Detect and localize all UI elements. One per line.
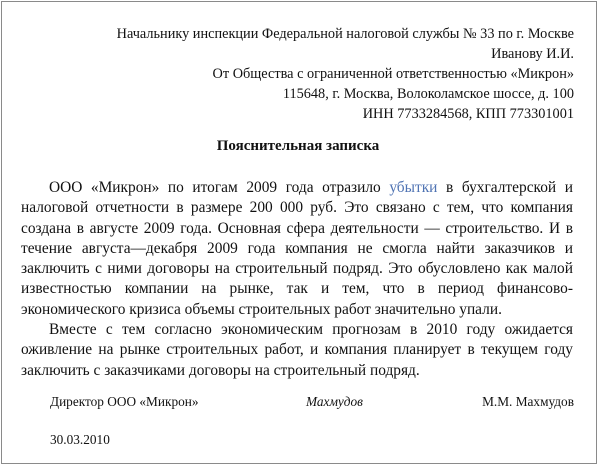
document-body (21, 178, 573, 381)
signature-position: Директор ООО «Микрон» (50, 394, 199, 409)
addressee-line: 115648, г. Москва, Волоколамское шоссе, д. 100 (282, 86, 574, 102)
addressee-line: Иванову И.И. (491, 46, 574, 62)
addressee-line: ИНН 7733284568, КПП 773301001 (362, 106, 574, 122)
paragraph-1-text-start: ООО «Микрон» по итогам 2009 года отразило (49, 179, 381, 196)
signatory-name: М.М. Махмудов (482, 394, 574, 409)
addressee-line: Начальнику инспекции Федеральной налоговой службы № 33 по г. Москве (116, 26, 574, 42)
paragraph-1 (21, 178, 573, 320)
paragraph-2: Вместе с тем согласно экономическим прогнозам в 2010 году ожидается оживление на рынке строительных работ, и компания планирует в текущем году заключить с заказчиками договоры на строительный подряд. (21, 321, 573, 379)
paragraph-1-text-end: в бухгалтерской и налоговой отчетности в размере 200 000 руб. Это связано с тем, что компания создана в августе 2009 года. Основная сфера деятельности — строительство. И в течение августа—декабря 2009 года компания не смогла найти заказчиков и заключить с ними договоры на строительный подряд. Это обусловлено как малой известностью компании на рынке, так и тем, что в период финансово-экономического кризиса объемы строительных работ значительно упали. (21, 179, 573, 318)
losses-link[interactable]: убытки (389, 179, 438, 196)
addressee-block (117, 24, 574, 124)
document-date: 30.03.2010 (50, 432, 110, 447)
document-title: Пояснительная записка (216, 138, 380, 154)
handwritten-signature: Махмудов (306, 394, 363, 409)
addressee-line: От Общества с ограниченной ответственностью «Микрон» (212, 66, 574, 82)
